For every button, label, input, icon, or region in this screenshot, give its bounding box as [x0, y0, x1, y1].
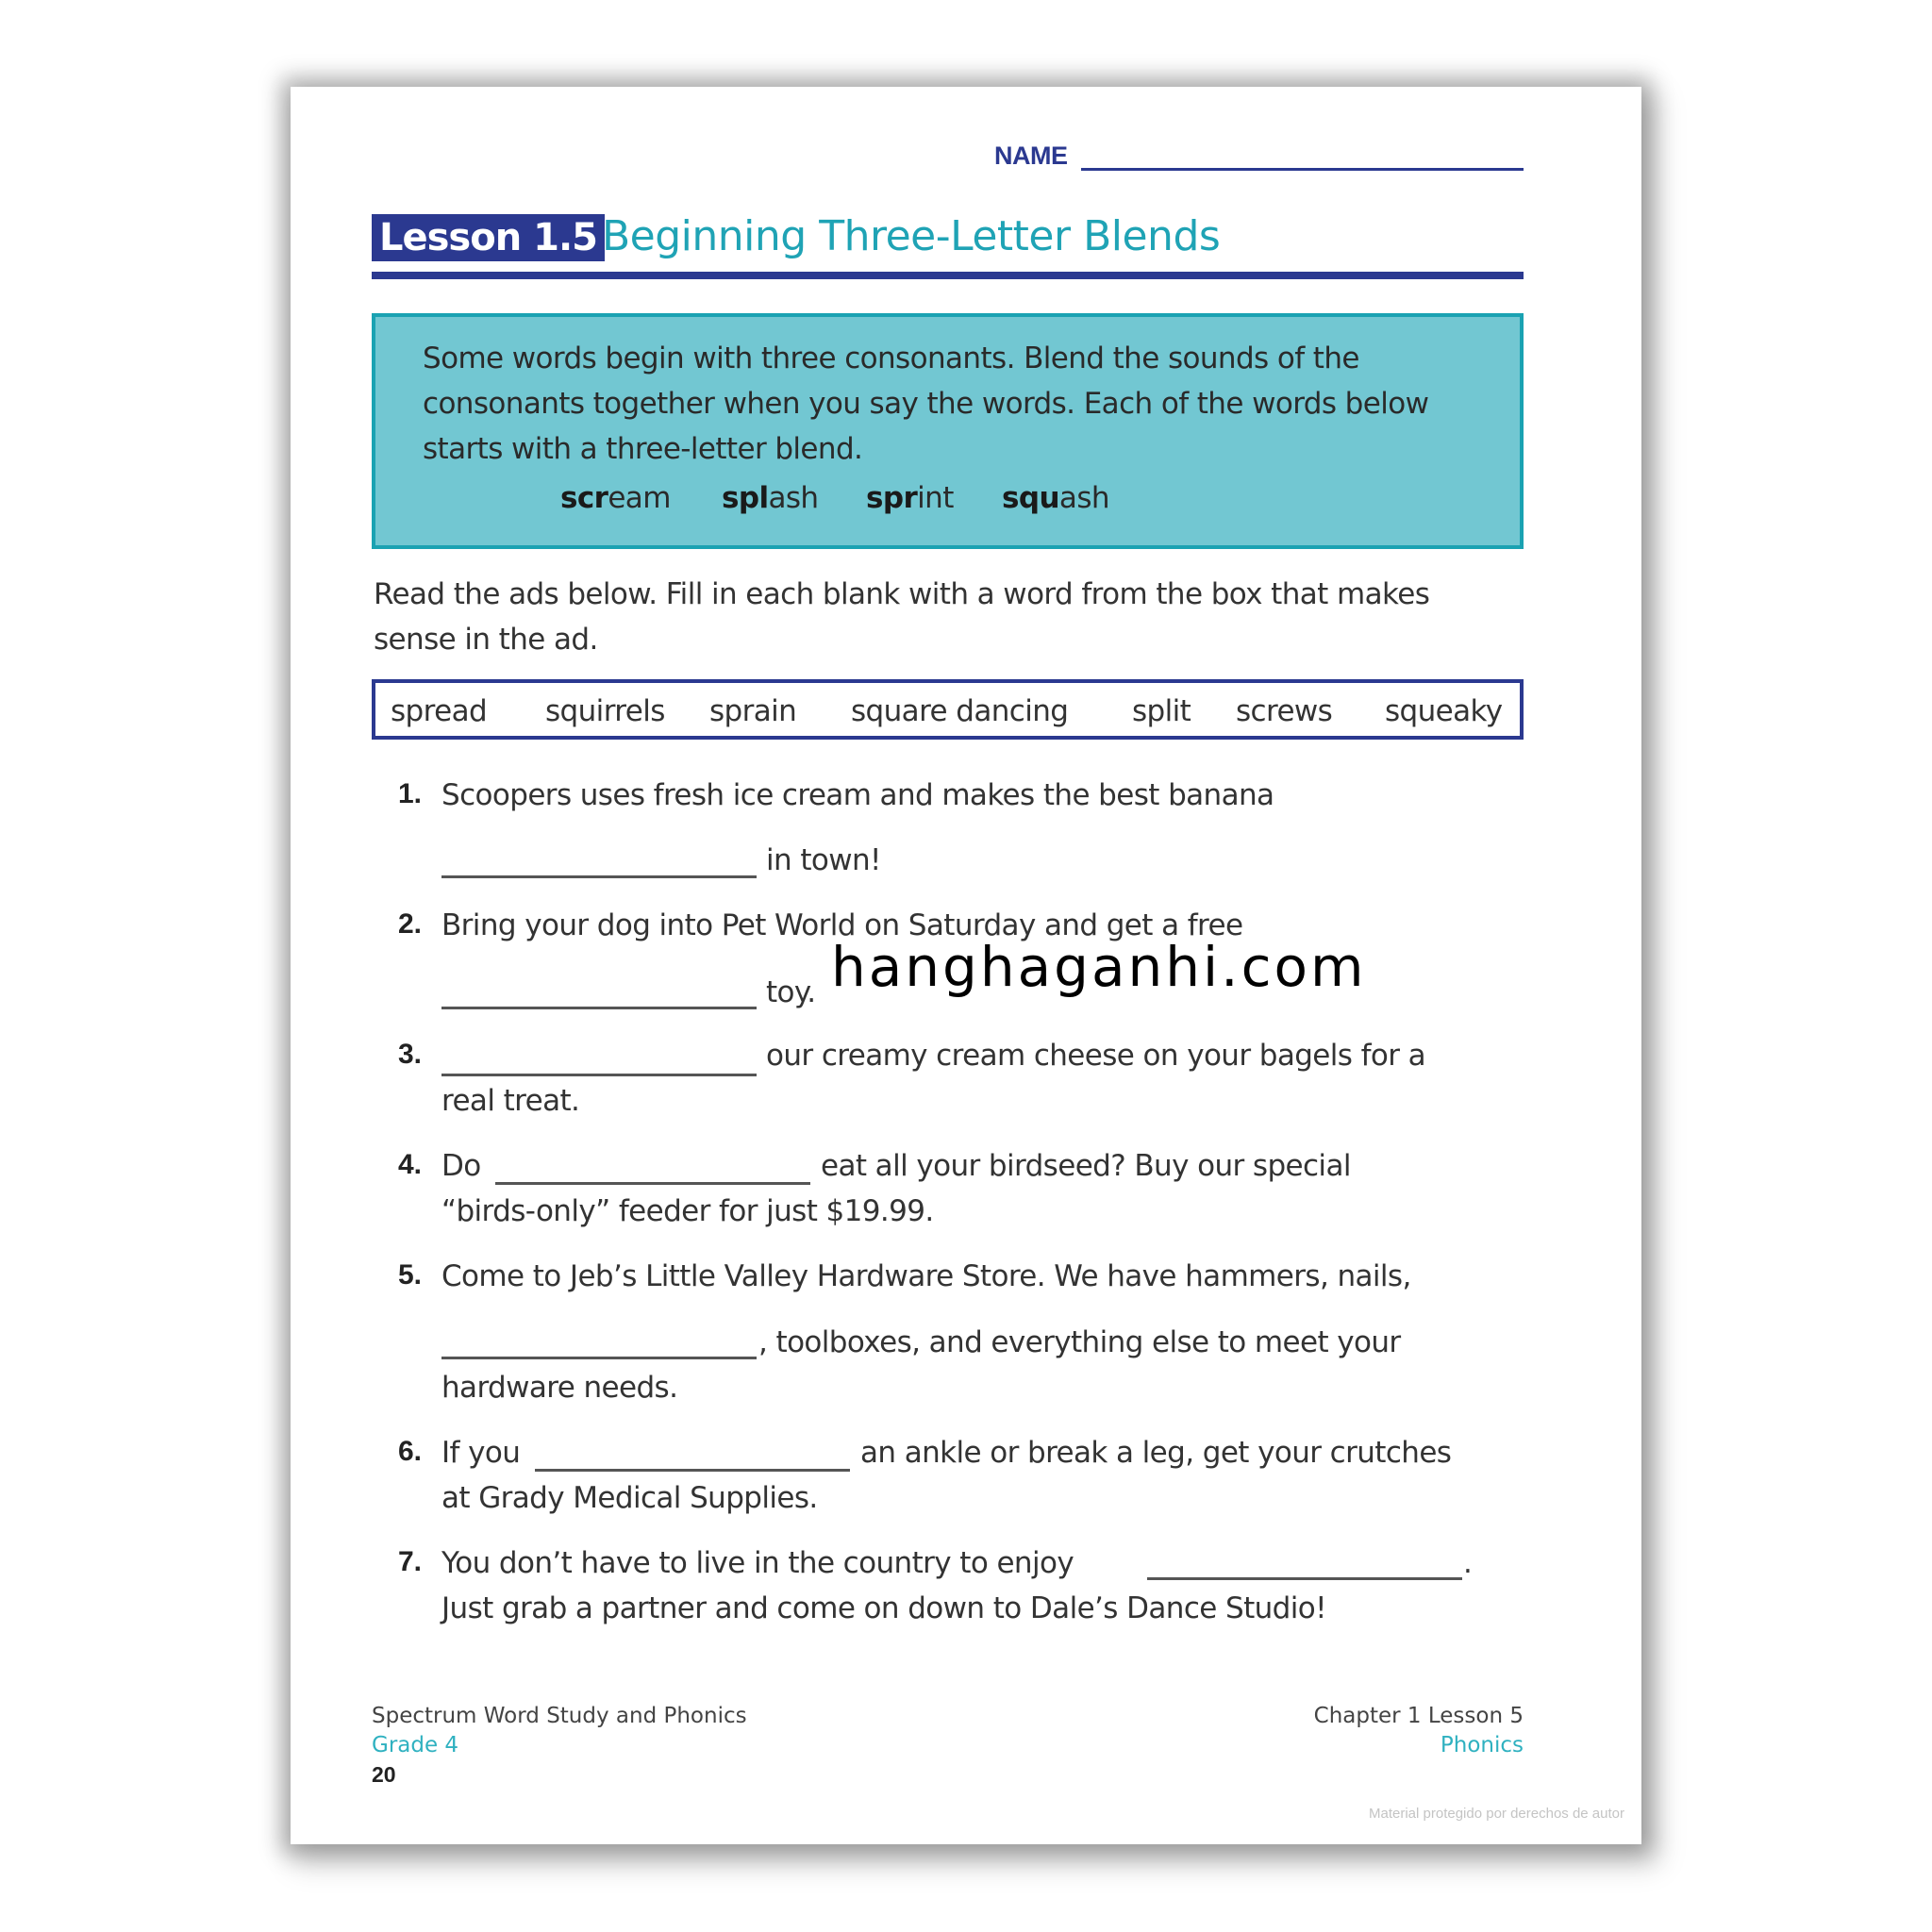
answer-blank[interactable]	[495, 1182, 810, 1185]
lesson-title: Beginning Three-Letter Blends	[602, 212, 1221, 260]
item-number: 2.	[398, 908, 423, 940]
item-number: 3.	[398, 1039, 423, 1070]
copyright-notice: Material protegido por derechos de autor	[1369, 1806, 1624, 1822]
item-text: “birds-only” feeder for just $19.99.	[441, 1194, 934, 1228]
answer-blank[interactable]	[441, 875, 757, 878]
item-text: , toolboxes, and everything else to meet your	[758, 1325, 1401, 1359]
example-rest: eam	[608, 481, 671, 515]
answer-blank[interactable]	[441, 1074, 757, 1076]
answer-blank[interactable]	[535, 1469, 850, 1472]
site-watermark: hanghaganhi.com	[831, 935, 1367, 999]
item-text: eat all your birdseed? Buy our special	[821, 1149, 1351, 1183]
example-rest: ash	[1058, 481, 1109, 515]
example-blend: spl	[722, 481, 769, 515]
example-blend: scr	[560, 481, 608, 515]
word-bank-item: squirrels	[545, 694, 665, 728]
item-text: in town!	[766, 843, 881, 877]
item-number: 4.	[398, 1149, 423, 1180]
item-text: an ankle or break a leg, get your crutches	[860, 1436, 1452, 1470]
name-label: NAME	[994, 142, 1068, 170]
item-text: hardware needs.	[441, 1371, 678, 1405]
worksheet-page	[291, 87, 1641, 1844]
item-number: 5.	[398, 1259, 423, 1291]
answer-blank[interactable]	[441, 1007, 757, 1009]
example-blend: squ	[1002, 481, 1059, 515]
answer-blank[interactable]	[441, 1357, 757, 1359]
page-number: 20	[372, 1762, 396, 1787]
item-number: 6.	[398, 1436, 423, 1467]
item-number: 1.	[398, 778, 423, 809]
book-title: Spectrum Word Study and Phonics	[372, 1704, 747, 1728]
item-number: 7.	[398, 1546, 423, 1577]
item-text: toy.	[766, 975, 816, 1009]
item-text: If you	[441, 1436, 521, 1470]
example-word	[722, 481, 818, 515]
chapter-label: Chapter 1 Lesson 5	[1313, 1704, 1524, 1728]
item-text: Just grab a partner and come on down to Dale’s Dance Studio!	[441, 1591, 1326, 1625]
item-text: Scoopers uses fresh ice cream and makes the best banana	[441, 778, 1274, 812]
intro-box	[372, 313, 1524, 549]
title-divider	[372, 272, 1524, 279]
example-word	[866, 481, 954, 515]
instructions: Read the ads below. Fill in each blank with a word from the box that makes sense in the ad.	[374, 577, 1430, 657]
lesson-badge: Lesson 1.5	[372, 214, 605, 261]
item-text: at Grady Medical Supplies.	[441, 1481, 818, 1515]
name-input-line[interactable]	[1081, 168, 1524, 171]
word-bank-item: spread	[391, 694, 488, 728]
example-word	[560, 481, 671, 515]
item-text: Bring your dog into Pet World on Saturday and get a free	[441, 908, 1243, 942]
answer-blank[interactable]	[1147, 1577, 1462, 1580]
intro-text: Some words begin with three consonants. Blend the sounds of the consonants together when you say the words. Each of the words below starts with a three-letter blend.	[423, 341, 1429, 466]
word-bank	[372, 679, 1524, 740]
word-bank-item: square dancing	[851, 694, 1069, 728]
word-bank-item: screws	[1236, 694, 1333, 728]
grade-label: Grade 4	[372, 1733, 459, 1757]
word-bank-item: squeaky	[1385, 694, 1503, 728]
item-text: Come to Jeb’s Little Valley Hardware Store. We have hammers, nails,	[441, 1259, 1411, 1293]
subject-label: Phonics	[1440, 1733, 1524, 1757]
example-rest: int	[917, 481, 954, 515]
item-text: You don’t have to live in the country to enjoy	[441, 1546, 1074, 1580]
example-rest: ash	[768, 481, 819, 515]
word-bank-item: sprain	[709, 694, 797, 728]
example-blend: spr	[866, 481, 918, 515]
item-text: real treat.	[441, 1084, 580, 1118]
item-text: our creamy cream cheese on your bagels for a	[766, 1039, 1426, 1073]
word-bank-item: split	[1132, 694, 1191, 728]
example-word	[1002, 481, 1109, 515]
item-text: Do	[441, 1149, 481, 1183]
item-text: .	[1463, 1546, 1473, 1580]
